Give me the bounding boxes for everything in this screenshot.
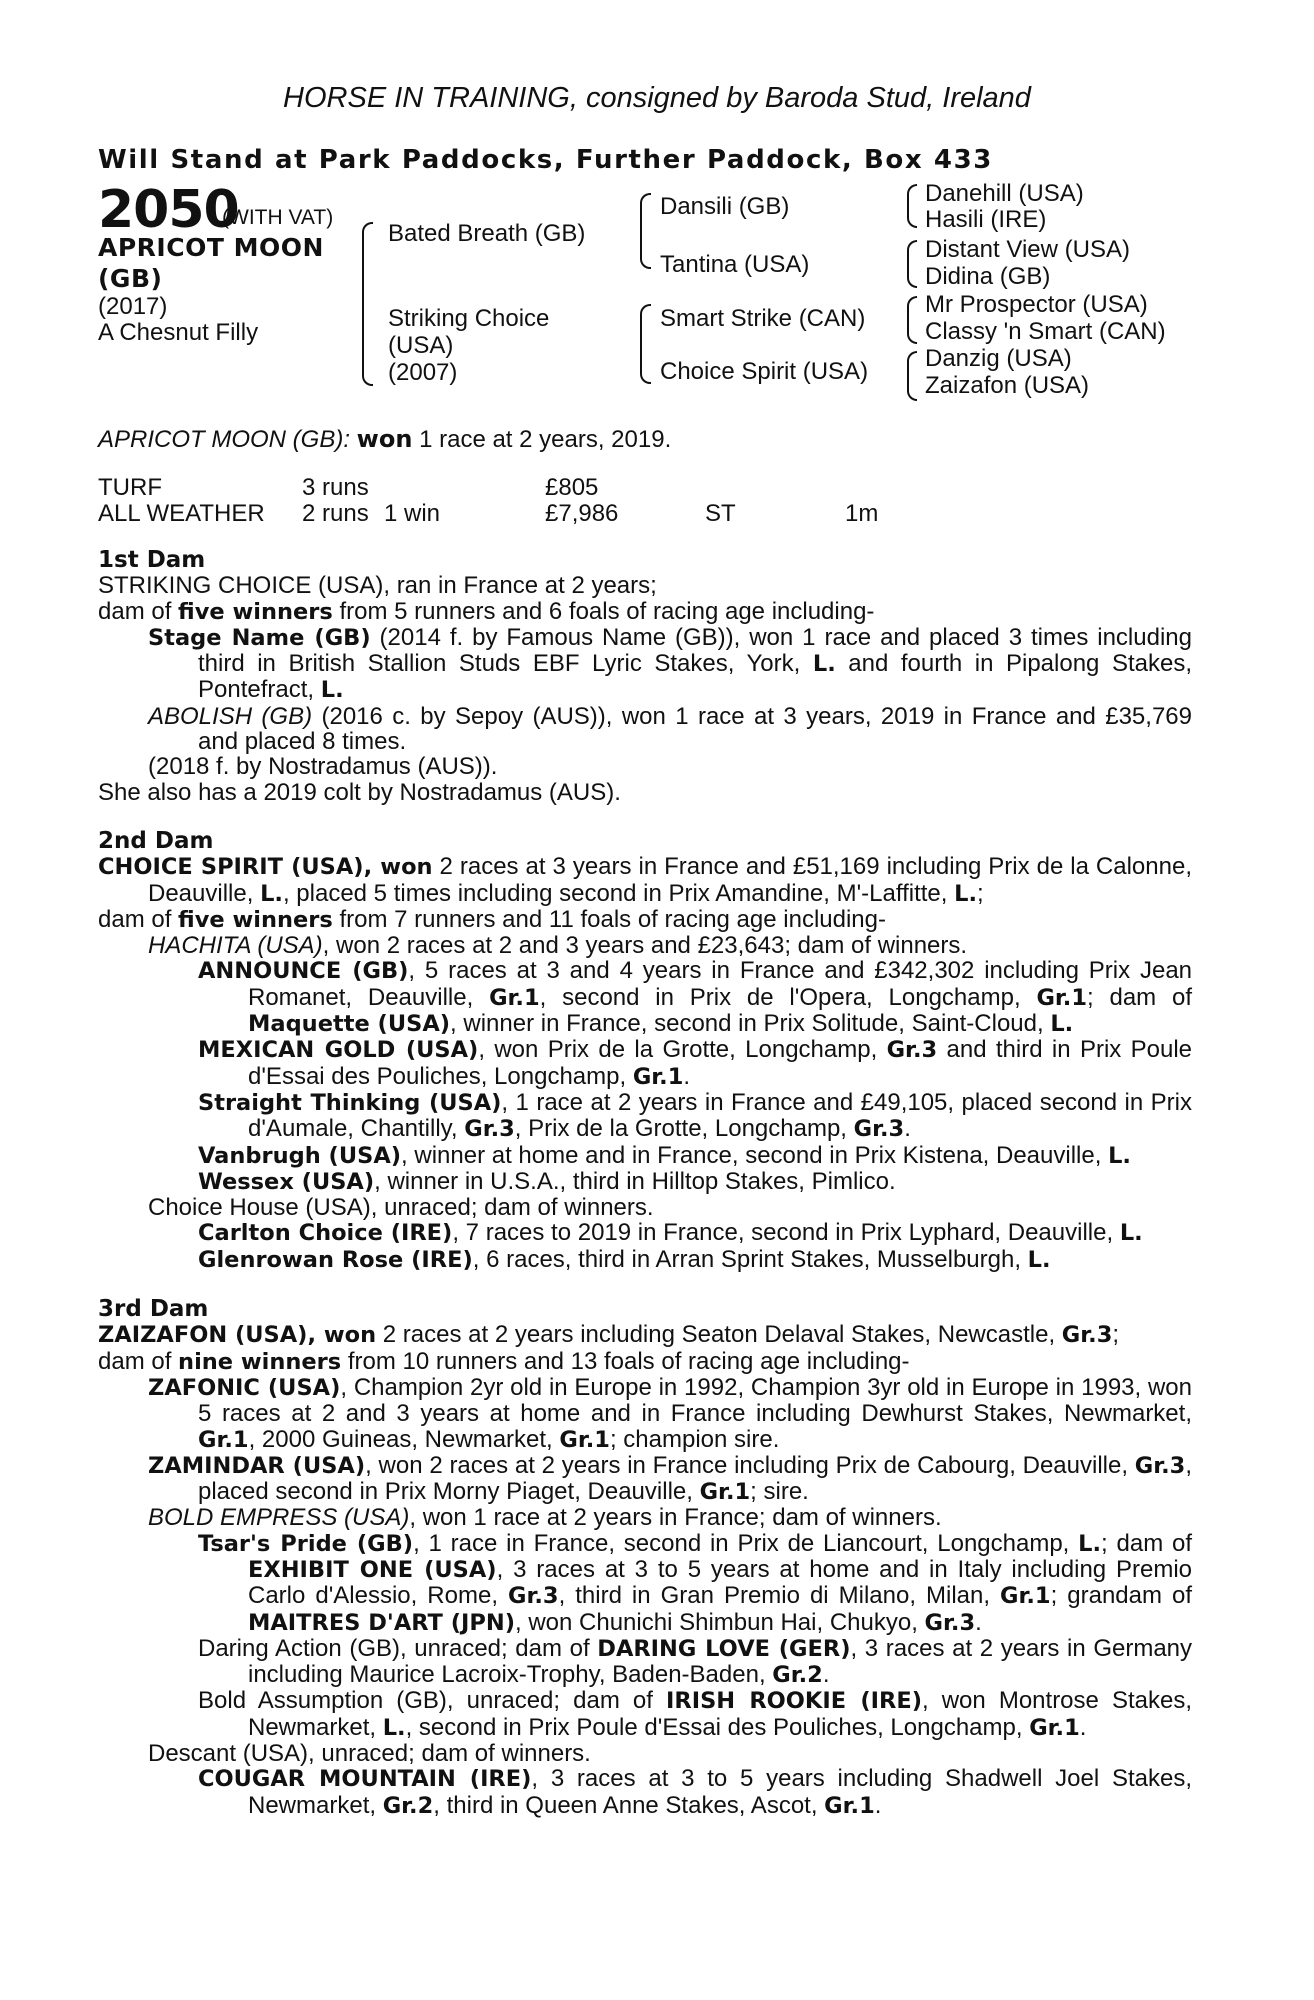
pedigree-g4: Didina (GB) bbox=[925, 263, 1051, 290]
produce-entry bbox=[98, 1688, 1192, 1741]
text: ; sire. bbox=[750, 1478, 809, 1506]
text: from 7 runners and 11 foals of racing age including- bbox=[332, 905, 886, 933]
produce-entry: (2018 f. by Nostradamus (AUS)). bbox=[148, 753, 498, 781]
text: from 10 runners and 13 foals of racing age including- bbox=[341, 1347, 910, 1375]
pedigree-sire: Bated Breath (GB) bbox=[388, 220, 586, 247]
text: dam of bbox=[98, 905, 179, 933]
produce-entry bbox=[98, 1636, 1192, 1689]
grade: Gr.1 bbox=[1036, 984, 1087, 1011]
text: , third in Queen Anne Stakes, Ascot, bbox=[433, 1791, 825, 1819]
grade: Gr.3 bbox=[508, 1583, 559, 1610]
text: , won Prix de la Grotte, Longchamp, bbox=[478, 1036, 887, 1064]
text: Bold Assumption (GB), unraced; dam of bbox=[198, 1687, 666, 1715]
produce-entry bbox=[98, 1220, 1192, 1246]
text: , won Chunichi Shimbun Hai, Chukyo, bbox=[515, 1608, 925, 1636]
pedigree-g5: Mr Prospector (USA) bbox=[925, 291, 1148, 318]
first-dam-line: STRIKING CHOICE (USA), ran in France at 2 years; bbox=[98, 572, 657, 600]
race-summary bbox=[98, 425, 671, 454]
produce-entry bbox=[98, 1375, 1192, 1453]
lot-number: 2050 bbox=[98, 180, 239, 240]
pedigree-sire-sire: Dansili (GB) bbox=[660, 193, 790, 220]
record-turf-prize: £805 bbox=[545, 474, 599, 501]
grade: Gr.2 bbox=[772, 1662, 823, 1689]
text: 2 races at 2 years including Seaton Delaval Stakes, Newcastle, bbox=[376, 1321, 1062, 1349]
text: . bbox=[822, 1661, 830, 1689]
horse-name-suffix: (GB) bbox=[98, 264, 163, 293]
text: , 7 races to 2019 in France, second in Prix Lyphard, Deauville, bbox=[452, 1219, 1120, 1247]
produce-entry bbox=[98, 1143, 1192, 1169]
grade: L. bbox=[1050, 1011, 1074, 1038]
pedigree-g3: Distant View (USA) bbox=[925, 236, 1130, 263]
pedigree-brace-dam bbox=[640, 304, 651, 384]
text: , winner in U.S.A., third in Hilltop Stakes, Pimlico. bbox=[374, 1167, 896, 1195]
pedigree-brace-g3 bbox=[907, 296, 917, 344]
grade: L. bbox=[1119, 1220, 1143, 1247]
text: , third in Gran Premio di Milano, Milan, bbox=[558, 1582, 1001, 1610]
horse-name: Maquette (USA) bbox=[248, 1011, 451, 1038]
text: . bbox=[1079, 1713, 1087, 1741]
record-aw-runs: 2 runs bbox=[302, 500, 369, 527]
grade: Gr.1 bbox=[1029, 1714, 1080, 1741]
summary-horse: APRICOT MOON (GB): bbox=[98, 426, 350, 453]
text: , won 2 races at 2 years in France including Prix de Cabourg, Deauville, bbox=[365, 1451, 1135, 1479]
text: , won Montrose Stakes, Newmarket, bbox=[248, 1687, 1192, 1741]
grade: L. bbox=[1078, 1530, 1102, 1557]
won: won bbox=[323, 1322, 377, 1349]
produce-entry bbox=[98, 625, 1192, 704]
text: , 1 race in France, second in Prix de Liancourt, Longchamp, bbox=[413, 1529, 1079, 1557]
record-turf-runs: 3 runs bbox=[302, 474, 369, 501]
grade: Gr.1 bbox=[632, 1063, 684, 1090]
grade: L. bbox=[954, 880, 977, 907]
record-aw-prize: £7,986 bbox=[545, 500, 619, 527]
text: 2 races at 3 years in France and £51,169 including Prix de la Calonne, Deauville, bbox=[148, 853, 1192, 907]
horse-name: HACHITA (USA) bbox=[148, 932, 323, 960]
record-aw-wins: 1 win bbox=[384, 500, 441, 527]
winners-count: five winners bbox=[178, 598, 333, 625]
text: , placed 5 times including second in Prix Amandine, M'-Laffitte, bbox=[282, 879, 955, 907]
produce-entry: Descant (USA), unraced; dam of winners. bbox=[148, 1740, 591, 1768]
horse-name: Carlton Choice (IRE) bbox=[198, 1220, 453, 1247]
text: ; grandam of bbox=[1050, 1582, 1192, 1610]
third-dam-heading: 3rd Dam bbox=[98, 1296, 209, 1323]
text: (2016 c. by Sepoy (AUS)), won 1 race at 3 years, 2019 in France and £35,769 and placed 8 times. bbox=[198, 702, 1192, 756]
horse-name: EXHIBIT ONE (USA) bbox=[248, 1556, 497, 1583]
horse-name: ZAMINDAR (USA) bbox=[148, 1452, 366, 1479]
grade: Gr.1 bbox=[198, 1426, 249, 1453]
pedigree-sire-dam: Tantina (USA) bbox=[660, 251, 810, 278]
text: , Champion 2yr old in Europe in 1992, Champion 3yr old in Europe in 1993, won 5 races at 2 and 3 years at home and in France including Dewhurst Stakes, Newmarket, bbox=[198, 1373, 1193, 1428]
horse-name: ANNOUNCE (GB) bbox=[198, 958, 409, 985]
pedigree-g8: Zaizafon (USA) bbox=[925, 372, 1090, 399]
grade: Gr.3 bbox=[853, 1116, 905, 1143]
pedigree-dam-suffix: (USA) bbox=[388, 332, 454, 359]
record-aw-distance: 1m bbox=[845, 500, 879, 527]
text: , winner at home and in France, second in Prix Kistena, Deauville, bbox=[401, 1141, 1109, 1169]
produce-entry bbox=[98, 958, 1192, 1037]
won: won bbox=[380, 854, 433, 881]
horse-name: BOLD EMPRESS (USA) bbox=[148, 1504, 410, 1532]
produce-entry bbox=[98, 1037, 1192, 1090]
grade: L. bbox=[1108, 1142, 1131, 1169]
first-dam-produce-line bbox=[98, 599, 1192, 625]
grade: Gr.1 bbox=[559, 1426, 610, 1453]
horse-name: ZAFONIC (USA) bbox=[148, 1374, 341, 1401]
grade: L. bbox=[1027, 1246, 1051, 1273]
second-dam-line: CHOICE SPIRIT (USA), won 2 races at 3 years in France and £51,169 including Prix de la Calonne, Deauville, L., placed 5 times including second in Prix Amandine, M'-Laffitte, L.; bbox=[98, 853, 1192, 907]
pedigree-g1: Danehill (USA) bbox=[925, 180, 1084, 207]
pedigree-dam-sire: Smart Strike (CAN) bbox=[660, 305, 866, 332]
horse-name: MAITRES D'ART (JPN) bbox=[248, 1609, 515, 1636]
produce-entry bbox=[98, 1766, 1192, 1819]
text: ; bbox=[1112, 1321, 1120, 1349]
text: , won 1 race at 2 years in France; dam of winners. bbox=[409, 1504, 942, 1532]
pedigree-brace-parents bbox=[362, 222, 373, 386]
text: , won 2 races at 2 and 3 years and £23,643; dam of winners. bbox=[322, 932, 968, 960]
text: . bbox=[975, 1608, 982, 1636]
third-dam-produce-line bbox=[98, 1349, 1192, 1375]
horse-name: Straight Thinking (USA) bbox=[198, 1089, 502, 1116]
pedigree-dam-dam: Choice Spirit (USA) bbox=[660, 358, 869, 385]
text: . bbox=[683, 1062, 691, 1090]
text: , 6 races, third in Arran Sprint Stakes, Musselburgh, bbox=[472, 1245, 1028, 1273]
grade: Gr.3 bbox=[924, 1609, 976, 1636]
horse-name: ABOLISH (GB) bbox=[148, 702, 313, 730]
summary-won: won bbox=[356, 425, 413, 453]
page-title: HORSE IN TRAINING, consigned by Baroda Stud, Ireland bbox=[283, 82, 1031, 114]
winners-count: five winners bbox=[178, 906, 333, 933]
text: , 3 races at 2 years in Germany including Maurice Lacroix-Trophy, Baden-Baden, bbox=[248, 1634, 1193, 1689]
text: Daring Action (GB), unraced; dam of bbox=[198, 1634, 598, 1662]
text: , second in Prix Poule d'Essai des Pouliches, Longchamp, bbox=[405, 1713, 1030, 1741]
text: ; dam of bbox=[1101, 1529, 1192, 1557]
text: . bbox=[874, 1791, 882, 1819]
produce-entry bbox=[98, 1453, 1192, 1506]
grade: Gr.1 bbox=[1000, 1583, 1051, 1610]
family-section bbox=[98, 548, 1192, 1819]
horse-name: MEXICAN GOLD (USA) bbox=[198, 1037, 479, 1064]
text: , 2000 Guineas, Newmarket, bbox=[248, 1425, 560, 1453]
grade: Gr.1 bbox=[489, 984, 540, 1011]
grade: Gr.2 bbox=[382, 1792, 434, 1819]
produce-entry bbox=[98, 1505, 1192, 1530]
horse-name: ZAIZAFON (USA) bbox=[98, 1322, 308, 1349]
horse-name: IRISH ROOKIE (IRE) bbox=[666, 1688, 922, 1715]
horse-description: A Chesnut Filly bbox=[98, 319, 259, 346]
text: , placed second in Prix Morny Piaget, Deauville, bbox=[198, 1451, 1193, 1506]
pedigree-dam: Striking Choice bbox=[388, 305, 550, 332]
produce-entry bbox=[98, 933, 1192, 958]
pedigree-brace-sire bbox=[640, 193, 651, 269]
text: ; dam of bbox=[1087, 983, 1192, 1011]
horse-name: CHOICE SPIRIT (USA) bbox=[98, 854, 364, 881]
horse-name: Vanbrugh (USA) bbox=[198, 1142, 402, 1169]
location-line: Will Stand at Park Paddocks, Further Paddock, Box 433 bbox=[98, 145, 993, 175]
pedigree-brace-g2 bbox=[907, 240, 917, 288]
grade: Gr.3 bbox=[886, 1037, 938, 1064]
horse-name: APRICOT MOON bbox=[98, 233, 324, 262]
text: , 3 races at 3 to 5 years at home and in Italy including Premio Carlo d'Alessio, Rome, bbox=[248, 1555, 1192, 1610]
text: . bbox=[904, 1115, 911, 1143]
text: ; bbox=[977, 879, 984, 907]
text: dam of bbox=[98, 597, 179, 625]
third-dam-line: ZAIZAFON (USA), won 2 races at 2 years including Seaton Delaval Stakes, Newcastle, Gr.3; bbox=[98, 1321, 1120, 1349]
pedigree-dam-year: (2007) bbox=[388, 359, 458, 386]
pedigree-g6: Classy 'n Smart (CAN) bbox=[925, 318, 1166, 345]
vat-note: (WITH VAT) bbox=[222, 206, 334, 229]
second-dam-produce-line bbox=[98, 907, 1192, 933]
summary-rest: 1 race at 2 years, 2019. bbox=[412, 426, 672, 453]
first-dam-heading: 1st Dam bbox=[98, 547, 206, 573]
produce-entry bbox=[98, 1169, 1192, 1195]
text: dam of bbox=[98, 1347, 179, 1375]
produce-entry bbox=[98, 1531, 1192, 1636]
pedigree-brace-g1 bbox=[907, 184, 917, 228]
grade: L. bbox=[260, 880, 283, 907]
produce-entry: Choice House (USA), unraced; dam of winners. bbox=[148, 1194, 654, 1222]
horse-name: Glenrowan Rose (IRE) bbox=[198, 1246, 473, 1273]
produce-note: She also has a 2019 colt by Nostradamus (AUS). bbox=[98, 778, 621, 806]
pedigree-g2: Hasili (IRE) bbox=[925, 206, 1047, 233]
text: , second in Prix de l'Opera, Longchamp, bbox=[539, 983, 1037, 1011]
grade: Gr.3 bbox=[464, 1116, 515, 1143]
record-turf-label: TURF bbox=[98, 474, 162, 501]
horse-name: DARING LOVE (GER) bbox=[597, 1635, 851, 1662]
winners-count: nine winners bbox=[178, 1348, 342, 1375]
text: , Prix de la Grotte, Longchamp, bbox=[514, 1115, 854, 1143]
second-dam-heading: 2nd Dam bbox=[98, 827, 214, 854]
record-aw-going: ST bbox=[705, 500, 736, 527]
text: , 5 races at 3 and 4 years in France and £342,302 including Prix Jean Romanet, Deauville, bbox=[248, 957, 1193, 1011]
grade: Gr.3 bbox=[1134, 1452, 1186, 1479]
grade: Gr.1 bbox=[824, 1792, 875, 1819]
pedigree-brace-g4 bbox=[907, 351, 917, 401]
grade: Gr.1 bbox=[699, 1479, 751, 1506]
grade: L. bbox=[382, 1714, 406, 1741]
horse-name: Tsar's Pride (GB) bbox=[198, 1530, 414, 1557]
text: , 1 race at 2 years in France and £49,105, placed second in Prix d'Aumale, Chantilly, bbox=[248, 1088, 1192, 1143]
text: , winner in France, second in Prix Solitude, Saint-Cloud, bbox=[450, 1010, 1051, 1038]
text: from 5 runners and 6 foals of racing age including- bbox=[332, 597, 875, 625]
text: and fourth in Pipalong Stakes, Pontefract, bbox=[198, 650, 1192, 704]
grade: Gr.3 bbox=[1061, 1322, 1113, 1349]
pedigree-g7: Danzig (USA) bbox=[925, 345, 1072, 372]
horse-name: COUGAR MOUNTAIN (IRE) bbox=[198, 1766, 532, 1793]
horse-name: Wessex (USA) bbox=[198, 1168, 375, 1195]
horse-year: (2017) bbox=[98, 293, 168, 320]
produce-entry bbox=[98, 1247, 1192, 1273]
horse-name: Stage Name (GB) bbox=[148, 624, 371, 651]
produce-entry bbox=[98, 704, 1192, 755]
grade: L. bbox=[320, 677, 344, 704]
text: (2014 f. by Famous Name (GB)), won 1 race and placed 3 times including third in British Stallion Studs EBF Lyric Stakes, York, bbox=[198, 623, 1192, 678]
text: and third in Prix Poule d'Essai des Pouliches, Longchamp, bbox=[248, 1036, 1193, 1090]
produce-entry bbox=[98, 1090, 1192, 1143]
text: , 3 races at 3 to 5 years including Shadwell Joel Stakes, Newmarket, bbox=[248, 1765, 1192, 1819]
record-aw-label: ALL WEATHER bbox=[98, 500, 265, 527]
grade: L. bbox=[812, 651, 836, 678]
text: ; champion sire. bbox=[609, 1425, 780, 1453]
